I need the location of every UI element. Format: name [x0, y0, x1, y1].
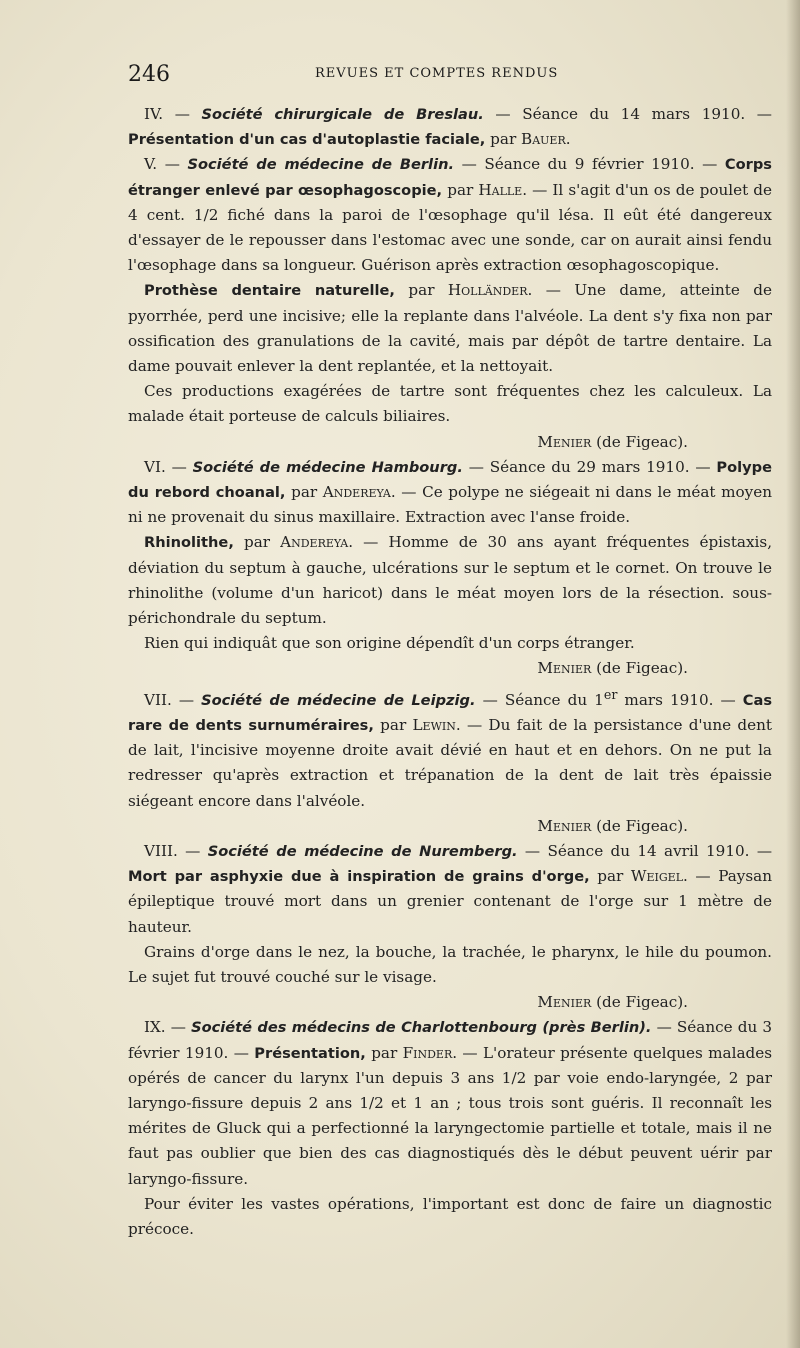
- signature: [128, 814, 772, 839]
- section-numeral: VI. —: [144, 457, 187, 476]
- rhinolithe-paragraph-2: Rien qui indiquât que son origine dépendît d'un corps étranger.: [144, 634, 635, 653]
- communication-title: Présentation,: [254, 1044, 366, 1062]
- section-viii-paragraph-2: Grains d'orge dans le nez, la bouche, la trachée, le pharynx, le hile du poumon. Le sujet fut trouvé couché sur le visage.: [128, 942, 772, 986]
- communication-title: Cas rare de dents surnuméraires,: [128, 691, 773, 734]
- section-v: [128, 152, 772, 278]
- signature-place: (de Figeac).: [596, 816, 688, 835]
- session-date: — Séance du 14 mars 1910. —: [495, 105, 772, 123]
- signature: [128, 656, 772, 681]
- section-text: — Du fait de la persistance d'une dent de lait, l'incisive moyenne droite avait dévié en haut et en dehors. On ne put la redresser qu'après extraction et trépanation de la dent de lait très épaissie siégeant encore dans l'alvéole.: [128, 715, 772, 810]
- section-numeral: VII. —: [144, 690, 195, 709]
- signature-name: Menier: [537, 659, 592, 678]
- section-ix: [128, 1015, 772, 1191]
- by-word: par: [597, 867, 624, 886]
- page-edge-shadow: [786, 0, 800, 1348]
- communication-title: Rhinolithe,: [144, 534, 234, 552]
- communication-title: Présentation d'un cas d'autoplastie faciale,: [128, 131, 486, 149]
- section-ix-paragraph-2: Pour éviter les vastes opérations, l'important est donc de faire un diagnostic précoce.: [128, 1194, 772, 1238]
- by-word: par: [408, 281, 435, 300]
- society-name: Société de médecine de Berlin.: [187, 156, 454, 174]
- prothese-paragraph: [128, 278, 772, 379]
- section-viii: [128, 839, 772, 940]
- section-numeral: VIII. —: [144, 841, 201, 860]
- author-name: Lewin.: [412, 715, 461, 734]
- section-text: — Une dame, atteinte de pyorrhée, perd une incisive; elle la replante dans l'alvéole. La dent s'y fixa non par ossification des granulations de la cavité, mais par dépôt de tartre dentaire. La dame pouvait enlever la dent replantée, et la nettoyait.: [128, 281, 773, 376]
- author-name: Bauer.: [521, 130, 571, 149]
- by-word: par: [243, 533, 271, 552]
- section-vi: [128, 455, 772, 531]
- society-name: Société de médecine Hambourg.: [192, 458, 463, 476]
- prothese-paragraph-2: Ces productions exagérées de tartre sont fréquentes chez les calculeux. La malade était porteuse de calculs biliaires.: [128, 382, 772, 426]
- author-name: Finder.: [402, 1043, 458, 1062]
- signature-place: (de Figeac).: [596, 659, 688, 678]
- session-date: — Séance du 9 février 1910. —: [461, 155, 718, 174]
- society-name: Société de médecine de Nuremberg.: [207, 842, 518, 860]
- running-head: REVUES ET COMPTES RENDUS: [315, 66, 559, 81]
- by-word: par: [490, 130, 517, 149]
- section-text: — Homme de 30 ans ayant fréquentes épistaxis, déviation du septum à gauche, ulcérations sur le septum et le cornet. On trouve le rhinolithe (volume d'un haricot) dans le méat moyen lors de la résection. sous-périchondrale du septum.: [128, 533, 773, 628]
- section-iv: [128, 102, 772, 152]
- communication-title: Prothèse dentaire naturelle,: [144, 282, 395, 300]
- author-name: Halle.: [478, 180, 528, 199]
- session-date: — Séance du 1er mars 1910. —: [482, 686, 736, 709]
- signature-name: Menier: [537, 993, 592, 1012]
- by-word: par: [380, 715, 407, 734]
- section-vii: [128, 682, 772, 814]
- society-name: Société des médecins de Charlottenbourg (près Berlin).: [191, 1019, 652, 1037]
- communication-title: Corps étranger enlevé par œsophagoscopie,: [128, 156, 772, 199]
- rhinolithe-paragraph: [128, 530, 772, 631]
- author-name: Weigel.: [630, 867, 688, 886]
- section-text: — Paysan épileptique trouvé mort dans un grenier contenant de l'orge sur 1 mètre de hauteur.: [128, 867, 773, 936]
- section-numeral: V. —: [144, 155, 180, 174]
- society-name: Société de médecine de Leipzig.: [201, 691, 476, 709]
- by-word: par: [371, 1043, 398, 1062]
- signature-place: (de Figeac).: [596, 993, 688, 1012]
- section-text: — Il s'agit d'un os de poulet de 4 cent. 1/2 fiché dans la paroi de l'œsophage qu'il lésa. Il eût été dangereux d'essayer de le repousser dans l'estomac avec une sonde, car on aurait ainsi fendu l'œsophage dans sa longueur. Guérison après extraction œsophagoscopique.: [128, 180, 773, 275]
- author-name: Andereya.: [280, 533, 354, 552]
- session-date: — Séance du 3 février 1910. —: [128, 1018, 773, 1062]
- signature-name: Menier: [537, 432, 592, 451]
- section-numeral: IX. —: [144, 1018, 186, 1037]
- signature: [128, 430, 772, 455]
- article-body: [128, 102, 772, 1242]
- page-header: [128, 62, 772, 92]
- communication-title: Polype du rebord choanal,: [128, 458, 772, 502]
- signature: [128, 990, 772, 1015]
- section-numeral: IV. —: [144, 105, 190, 123]
- signature-place: (de Figeac).: [596, 432, 688, 451]
- author-name: Holländer.: [447, 281, 533, 300]
- session-date: — Séance du 29 mars 1910. —: [468, 457, 711, 476]
- signature-name: Menier: [537, 816, 592, 835]
- section-text: — Ce polype ne siégeait ni dans le méat moyen ni ne provenait du sinus maxillaire. Extraction avec l'anse froide.: [128, 483, 772, 527]
- section-text: — L'orateur présente quelques malades opérés de cancer du larynx l'un depuis 3 ans 1/2 par voie endo-laryngée, 2 par laryngo-fissure depuis 2 ans 1/2 et 1 an ; tous trois sont guéris. Il reconnaît les mérites de Gluck qui a perfectionné la laryngectomie partielle et totale, mais il ne faut pas oublier que bien des cas diagnostiqués dès le début peuvent uérir par laryngo-fissure.: [128, 1043, 773, 1188]
- author-name: Andereya.: [322, 483, 396, 502]
- communication-title: Mort par asphyxie due à inspiration de grains d'orge,: [128, 868, 590, 886]
- page-number: 246: [128, 62, 170, 87]
- society-name: Société chirurgicale de Breslau.: [201, 106, 484, 123]
- by-word: par: [291, 483, 318, 502]
- session-date: — Séance du 14 avril 1910. —: [524, 841, 773, 860]
- by-word: par: [447, 180, 474, 199]
